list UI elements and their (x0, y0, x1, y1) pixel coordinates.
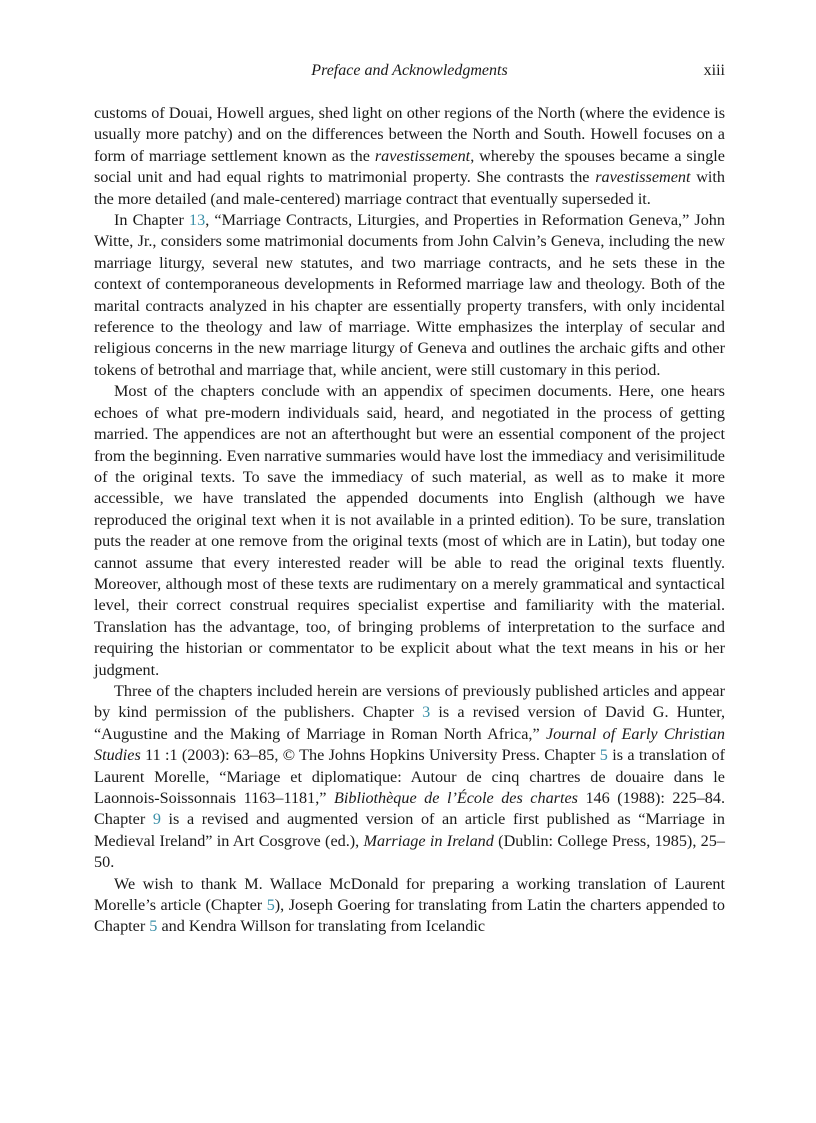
text-run: 11 :1 (2003): 63–85, © The Johns Hopkins University Press. Chapter (140, 746, 600, 765)
text-run: Three of the chapters included herein are versions of previously published articles and appear by kind permission of the publishers. Chapter (94, 681, 725, 722)
text-run: and Kendra Willson for translating from Icelandic (157, 917, 486, 936)
body-paragraph (94, 103, 725, 210)
text-run: customs of Douai, Howell argues, shed light on other regions of the North (where the evidence is usually more patchy) and on the differences between the North and South. Howell focuses on a form of marriage settlement known as the (94, 104, 725, 165)
text-run: with the more detailed (and male-centered) marriage contract that eventually superseded it. (94, 168, 725, 208)
body-paragraph (94, 210, 725, 381)
page-number: xiii (703, 62, 725, 79)
chapter-link[interactable]: 13 (189, 211, 206, 230)
italic-text: Marriage in Ireland (363, 831, 494, 850)
text-run: In Chapter (114, 211, 190, 230)
italic-text: ravestissement (374, 146, 471, 165)
chapter-link[interactable]: 3 (422, 703, 431, 722)
chapter-link[interactable]: 5 (149, 917, 158, 936)
text-run: ), Joseph Goering for translating from Latin the charters appended to Chapter (94, 896, 726, 936)
chapter-link[interactable]: 5 (599, 746, 608, 765)
running-head (94, 60, 725, 82)
text-run: is a revised and augmented version of an article first published as “Marriage in Medieval Ireland” in Art Cosgrove (ed.), (94, 810, 725, 850)
body-paragraph (94, 381, 725, 681)
text-run: 146 (1988): 225–84. Chapter (94, 789, 726, 829)
italic-text: ravestissement (595, 168, 691, 187)
text-run: (Dublin: College Press, 1985), 25–50. (94, 831, 725, 872)
text-run: , “Marriage Contracts, Liturgies, and Properties in Reformation Geneva,” John Witte, Jr., considers some matrimonial documents from John Calvin’s Geneva, including the new marriage liturgy, several new statutes, and two marriage contracts, and he sets these in the context of contemporaneous developments in Reformed marriage law and theology. Both of the marital contracts analyzed in his chapter are essentially property transfers, with only incidental reference to the theology and law of marriage. Witte emphasizes the interplay of secular and religious concerns in the new marriage liturgy of Geneva and outlines the archaic gifts and other tokens of betrothal and marriage that, while ancient, were still customary in this period. (94, 211, 725, 379)
chapter-link[interactable]: 9 (152, 810, 161, 829)
text-run: Most of the chapters conclude with an appendix of specimen documents. Here, one hears echoes of what pre-modern individuals said, heard, and negotiated in the process of getting married. The appendices are not an afterthought but were an essential component of the project from the beginning. Even narrative summaries would have lost the immediacy and verisimilitude of the original texts. To save the immediacy of such material, as well as to make it more accessible, we have translated the appended documents into English (although we have reproduced the original text when it is not available in a printed edition). To be sure, translation puts the reader at one remove from the original texts (most of which are in Latin), but today one cannot assume that every interested reader will be able to read the original texts fluently. Moreover, although most of these texts are rudimentary on a merely grammatical and syntactical level, their correct construal requires specialist expertise and familiarity with the material. Translation has the advantage, too, of bringing problems of interpretation to the surface and requiring the historian or commentator to be explicit about what the text means in his or her judgment. (94, 382, 725, 679)
text-run: is a translation of Laurent Morelle, “Mariage et diplomatique: Autour de cinq chartres de douaire dans le Laonnois-Soissonnais 1163–1181,” (94, 746, 725, 807)
text-run: , whereby the spouses became a single social unit and had equal rights to matrimonial property. She contrasts the (94, 146, 725, 187)
text-run: is a revised version of David G. Hunter, “Augustine and the Making of Marriage in Roman North Africa,” (94, 703, 725, 743)
text-run: We wish to thank M. Wallace McDonald for preparing a working translation of Laurent Morelle’s article (Chapter (94, 874, 725, 915)
body-paragraph (94, 874, 725, 938)
italic-text: Bibliothèque de l’École des chartes (333, 789, 578, 807)
chapter-link[interactable]: 5 (266, 896, 275, 915)
body-text (94, 103, 725, 938)
running-title: Preface and Acknowledgments (311, 62, 508, 79)
italic-text: Journal of Early Christian Studies (94, 724, 725, 765)
body-paragraph (94, 681, 725, 874)
